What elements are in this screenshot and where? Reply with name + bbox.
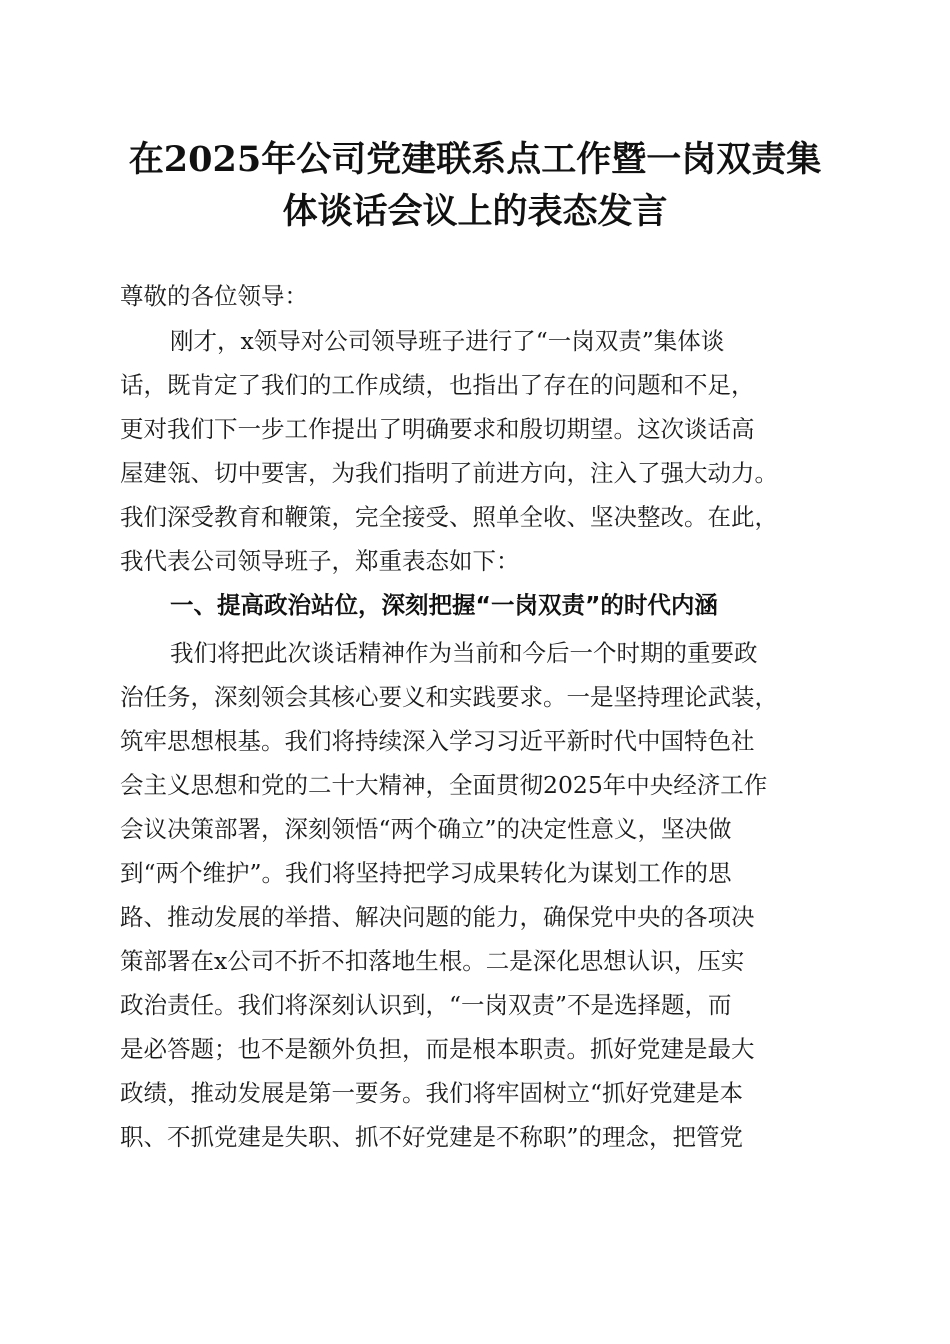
paragraph-line: 政治责任。我们将深刻认识到，“一岗双责”不是选择题，而 [120, 991, 732, 1019]
paragraph-line: 策部署在x公司不折不扣落地生根。二是深化思想认识，压实 [120, 947, 745, 975]
paragraph-line: 到“两个维护”。我们将坚持把学习成果转化为谋划工作的思 [120, 859, 732, 887]
document-title-line-2: 体谈话会议上的表态发言 [282, 191, 668, 232]
section-heading: 一、提高政治站位，深刻把握“一岗双责”的时代内涵 [170, 591, 718, 619]
paragraph-line: 会议决策部署，深刻领悟“两个确立”的决定性意义，坚决做 [120, 815, 732, 843]
paragraph-line: 我代表公司领导班子，郑重表态如下： [120, 547, 520, 575]
paragraph-line: 话，既肯定了我们的工作成绩，也指出了存在的问题和不足， [120, 371, 755, 399]
paragraph-line: 政绩，推动发展是第一要务。我们将牢固树立“抓好党建是本 [120, 1079, 744, 1107]
paragraph-line: 是必答题；也不是额外负担，而是根本职责。抓好党建是最大 [120, 1035, 755, 1063]
paragraph-line: 屋建瓴、切中要害，为我们指明了前进方向，注入了强大动力。 [120, 459, 778, 487]
paragraph-line: 更对我们下一步工作提出了明确要求和殷切期望。这次谈话高 [120, 415, 755, 443]
paragraph-line: 职、不抓党建是失职、抓不好党建是不称职”的理念，把管党 [120, 1123, 744, 1151]
paragraph-line: 会主义思想和党的二十大精神，全面贯彻2025年中央经济工作 [120, 771, 768, 799]
paragraph-line: 我们将把此次谈话精神作为当前和今后一个时期的重要政 [170, 639, 758, 667]
document-title-line-1: 在2025年公司党建联系点工作暨一岗双责集 [128, 139, 822, 180]
paragraph-line: 我们深受教育和鞭策，完全接受、照单全收、坚决整改。在此， [120, 503, 778, 531]
paragraph-line: 筑牢思想根基。我们将持续深入学习习近平新时代中国特色社 [120, 727, 755, 755]
paragraph-line: 路、推动发展的举措、解决问题的能力，确保党中央的各项决 [120, 903, 755, 931]
paragraph-line: 刚才，x领导对公司领导班子进行了“一岗双责”集体谈 [170, 327, 725, 355]
paragraph-line: 治任务，深刻领会其核心要义和实践要求。一是坚持理论武装， [120, 683, 778, 711]
salutation: 尊敬的各位领导： [120, 282, 308, 310]
